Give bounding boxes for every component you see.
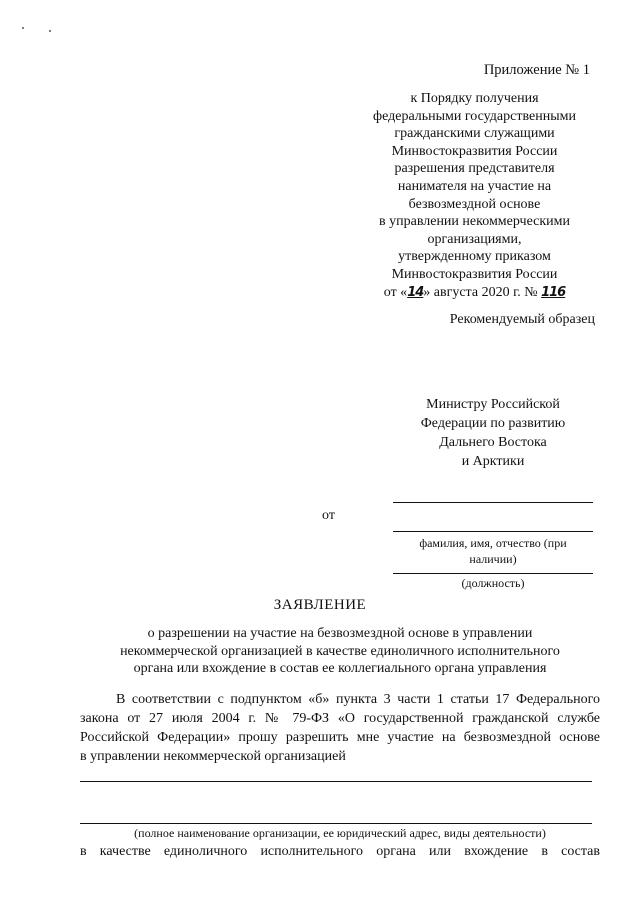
addressee-line: Министру Российской (426, 397, 560, 412)
sender-position-line[interactable] (393, 573, 593, 574)
sender-name-line[interactable] (393, 531, 593, 532)
subject-line: некоммерческой организацией в качестве единоличного исполнительного (120, 643, 560, 659)
paragraph-line: В соответствии с подпунктом «б» пункта 3 части 1 статьи 17 Федерального (116, 692, 600, 707)
continuation-line: в качестве единоличного исполнительного органа или вхождение в состав (80, 844, 600, 859)
sample-label: Рекомендуемый образец (449, 312, 595, 327)
scan-speck (49, 30, 51, 32)
appendix-line: федеральными государственными (373, 108, 576, 124)
position-caption: (должность) (461, 576, 525, 590)
addressee-line: Дальнего Востока (439, 435, 547, 450)
org-blank-line-1[interactable] (80, 781, 592, 782)
subject-line: о разрешении на участие на безвозмездной основе в управлении (147, 626, 533, 641)
appendix-body (352, 90, 597, 301)
appendix-line: разрешения представителя (394, 161, 555, 177)
appendix-title: Приложение № 1 (483, 62, 590, 78)
paragraph-line: закона от 27 июля 2004 г. № 79-ФЗ «О государственной гражданской службе (80, 711, 600, 726)
scan-speck (22, 27, 24, 29)
appendix-line: гражданскими служащими (394, 126, 555, 142)
subject-line: органа или вхождение в состав ее коллегиального органа управления (133, 661, 547, 676)
from-label: от (322, 508, 335, 523)
appendix-line: безвозмездной основе (408, 196, 541, 212)
statement-paragraph (80, 690, 600, 766)
addressee-line: и Арктики (461, 454, 525, 469)
order-middle: » августа 2020 г. № (423, 284, 538, 300)
order-number-handwritten: 116 (541, 284, 566, 300)
paragraph-line: Российской Федерации» прошу разрешить мне участие на безвозмездной основе (80, 730, 600, 745)
name-caption (393, 535, 593, 567)
sender-blank-line-1[interactable] (393, 502, 593, 503)
paragraph-line: в управлении некоммерческой организацией (80, 749, 346, 764)
order-date-line (352, 284, 597, 302)
appendix-line: в управлении некоммерческими (379, 214, 570, 230)
name-caption-line: наличии) (469, 552, 517, 566)
appendix-line: нанимателя на участие на (397, 178, 552, 194)
addressee-block (398, 395, 588, 471)
appendix-line: утвержденному приказом (398, 249, 551, 265)
order-prefix: от « (383, 284, 408, 300)
appendix-line: к Порядку получения (410, 91, 539, 106)
addressee-line: Федерации по развитию (420, 416, 566, 431)
statement-subject (80, 625, 600, 678)
appendix-line: Минвостокразвития России (391, 143, 558, 159)
org-caption: (полное наименование организации, ее юридический адрес, виды деятельности) (134, 826, 546, 840)
name-caption-line: фамилия, имя, отчество (при (419, 536, 567, 550)
order-day-handwritten: 14 (407, 284, 424, 300)
appendix-line: организациями, (427, 231, 522, 247)
statement-title: ЗАЯВЛЕНИЕ (273, 597, 367, 613)
org-blank-line-2[interactable] (80, 823, 592, 824)
appendix-line: Минвостокразвития России (391, 266, 558, 282)
